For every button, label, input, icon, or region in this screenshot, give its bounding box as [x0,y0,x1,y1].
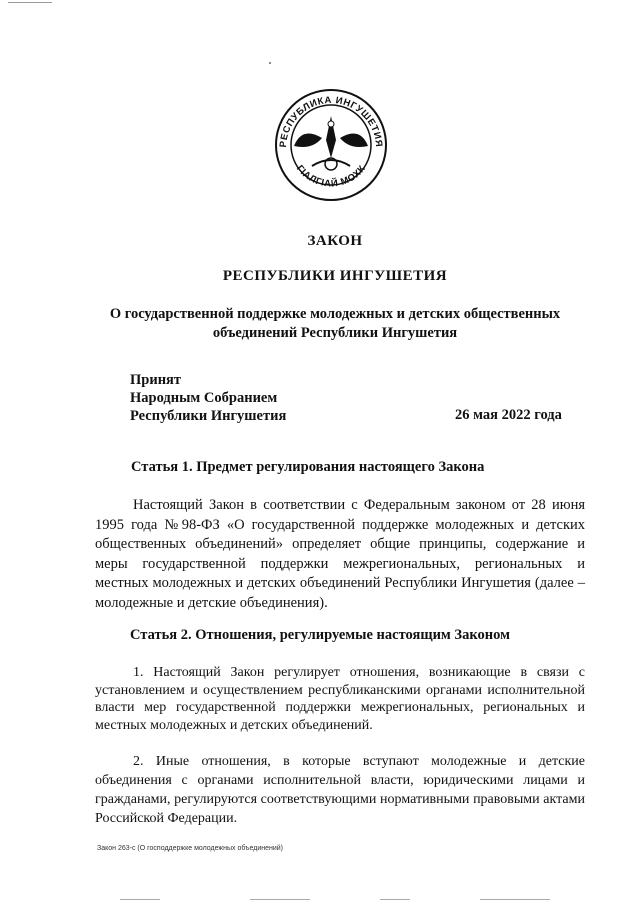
coat-of-arms-emblem [272,88,390,202]
adoption-line: Республики Ингушетия [130,408,287,424]
issuer-title: РЕСПУБЛИКИ ИНГУШЕТИЯ [222,268,448,284]
article-1-paragraph: Настоящий Закон в соответствии с Федеральным законом от 28 июня 1995 года №98-ФЗ «О государственной поддержке молодежных и детских общественных объединений» определяет общие принципы, содержание и меры государственной поддержки межрегиональных, региональных и местных молодежных и детских объединений Республики Ингушетия (далее – молодежные и детские объединения). [95,497,585,611]
article-2-item-2: 2. Иные отношения, в которые вступают молодежные и детские объединения с органами исполнительной власти, юридическими лицами и гражданами, регулируются соответствующими нормативными правовыми актами Российской Федерации. [95,754,585,826]
adoption-date: 26 мая 2022 года [455,407,562,423]
law-subject: О государственной поддержке молодежных и детских общественных объединений Республики Ингушетия [109,306,561,341]
article-2-item-1: 1. Настоящий Закон регулирует отношения, возникающие в связи с установлением и осуществлением республиканскими органами исполнительной власти мер государственной поддержки межрегиональных, региональных и местных молодежных и детских объединений. [95,665,585,733]
adoption-line: Принят [130,372,182,388]
footer-note: Закон 263-с (О господдержке молодежных объединений) [97,845,284,852]
article-1-heading: Статья 1. Предмет регулирования настоящего Закона [131,459,485,475]
svg-text:ГIАЛГIАЙ МОХК [294,163,368,189]
scan-artifact [8,2,52,3]
scan-artifact [60,899,620,901]
emblem-bottom-text: ГIАЛГIАЙ МОХК [293,163,369,190]
scan-artifact [269,62,271,64]
article-2-heading: Статья 2. Отношения, регулируемые настоящим Законом [130,627,510,643]
adoption-line: Народным Собранием [130,390,278,406]
document-type-title: ЗАКОН [307,233,363,249]
adoption-block [130,371,286,425]
emblem-top-text: РЕСПУБЛИКА ИНГУШЕТИЯ [277,94,385,148]
